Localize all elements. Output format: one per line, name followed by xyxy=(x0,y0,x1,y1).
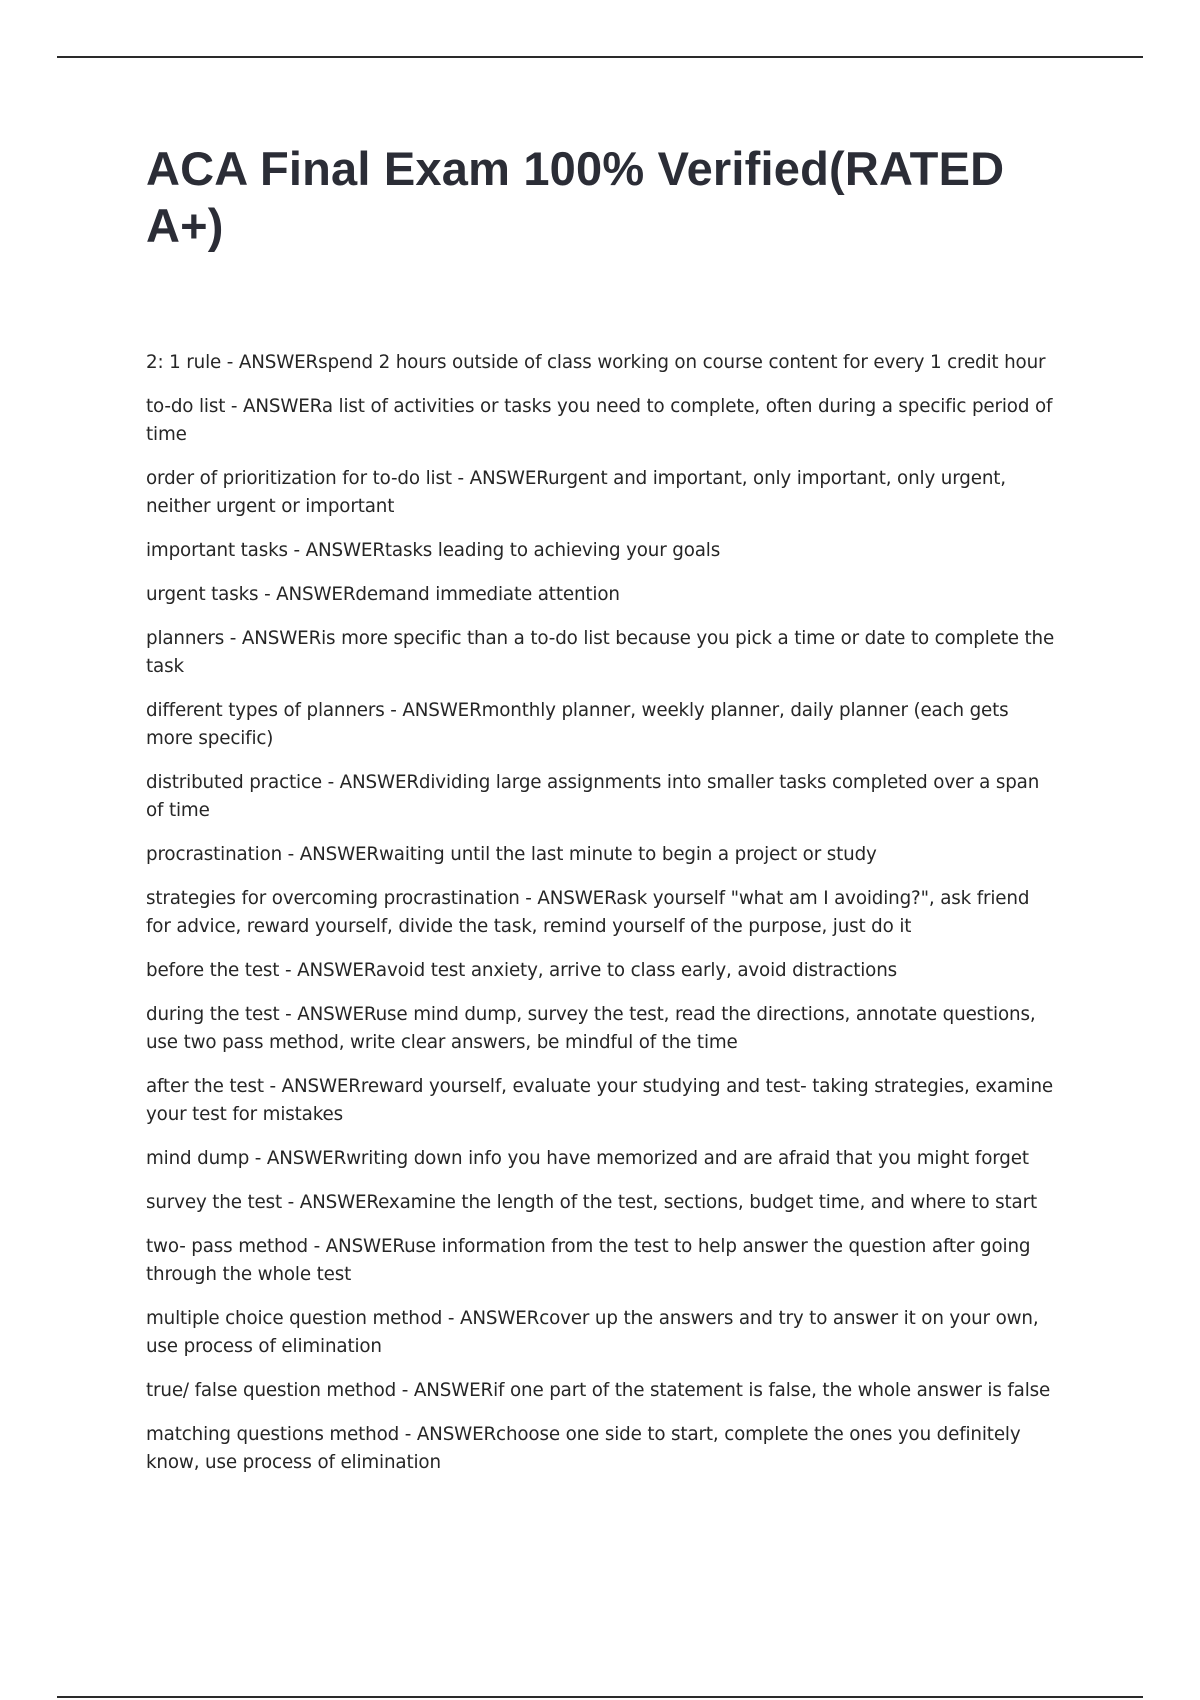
flashcard-entry: to-do list - ANSWERa list of activities or tasks you need to complete, often during a specific period of time xyxy=(146,396,1053,445)
flashcard-entry: true/ false question method - ANSWERif one part of the statement is false, the whole answer is false xyxy=(146,1380,1051,1401)
flashcard-entry: mind dump - ANSWERwriting down info you have memorized and are afraid that you might forget xyxy=(146,1148,1029,1169)
flashcard-entry: during the test - ANSWERuse mind dump, survey the test, read the directions, annotate questions, use two pass method, write clear answers, be mindful of the time xyxy=(146,1004,1036,1053)
flashcard-entry: before the test - ANSWERavoid test anxiety, arrive to class early, avoid distractions xyxy=(146,960,898,981)
flashcard-entry: multiple choice question method - ANSWERcover up the answers and try to answer it on your own, use process of elimination xyxy=(146,1308,1039,1357)
flashcard-entry: distributed practice - ANSWERdividing large assignments into smaller tasks completed over a span of time xyxy=(146,772,1040,821)
flashcard-entry: order of prioritization for to-do list - ANSWERurgent and important, only important, only urgent, neither urgent or important xyxy=(146,468,1006,517)
flashcard-entry: different types of planners - ANSWERmonthly planner, weekly planner, daily planner (each gets more specific) xyxy=(146,700,1009,749)
flashcard-entry: after the test - ANSWERreward yourself, evaluate your studying and test- taking strategies, examine your test for mistakes xyxy=(146,1076,1053,1125)
flashcard-entry: urgent tasks - ANSWERdemand immediate attention xyxy=(146,584,620,605)
flashcard-entry: important tasks - ANSWERtasks leading to achieving your goals xyxy=(146,540,721,561)
flashcard-entry: 2: 1 rule - ANSWERspend 2 hours outside of class working on course content for every 1 credit hour xyxy=(146,352,1046,373)
flashcard-entry: planners - ANSWERis more specific than a to-do list because you pick a time or date to complete the task xyxy=(146,628,1055,677)
document-title: ACA Final Exam 100% Verified(RATED A+) xyxy=(146,142,1005,252)
flashcard-entry: survey the test - ANSWERexamine the length of the test, sections, budget time, and where to start xyxy=(146,1192,1037,1213)
flashcard-entry: procrastination - ANSWERwaiting until the last minute to begin a project or study xyxy=(146,844,877,865)
flashcard-entry: matching questions method - ANSWERchoose one side to start, complete the ones you definitely know, use process of elimination xyxy=(146,1424,1021,1473)
document-page xyxy=(146,140,1058,1473)
flashcard-list xyxy=(146,349,1058,1493)
flashcard-entry: two- pass method - ANSWERuse information from the test to help answer the question after going through the whole test xyxy=(146,1236,1031,1285)
top-rule xyxy=(57,56,1143,58)
flashcard-entry: strategies for overcoming procrastination - ANSWERask yourself "what am I avoiding?", ask friend for advice, reward yourself, divide the task, remind yourself of the purpose, just do it xyxy=(146,888,1030,937)
bottom-rule xyxy=(57,1696,1143,1698)
